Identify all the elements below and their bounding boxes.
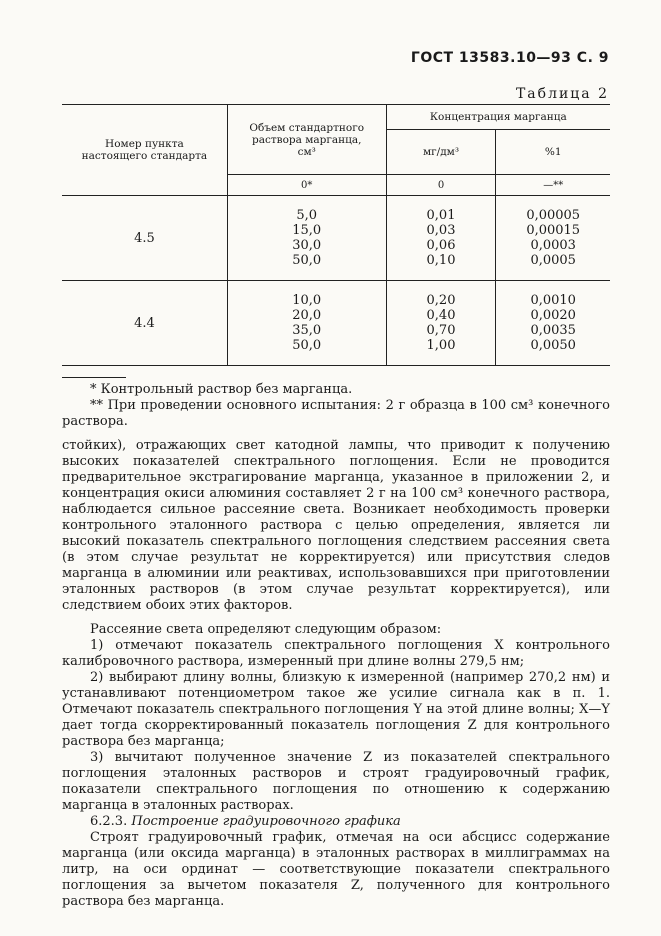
footnote-1: * Контрольный раствор без марганца.: [90, 382, 353, 397]
volume-value: 35,0: [292, 323, 322, 338]
subheader-percent: —**: [496, 175, 610, 196]
paragraph: 3) вычитают полученное значение Z из показателей спектрального поглощения эталонных растворов и строят градуировочный график, показатели спектрального поглощения по отношению к содержанию марганца в эталонных растворах.: [62, 750, 610, 813]
col-header-concentration: Концентрация марганца: [386, 105, 610, 130]
volume-value: 50,0: [292, 253, 322, 268]
paragraph: 2) выбирают длину волны, близкую к измеренной (например 270,2 нм) и устанавливают потенциометром такое же усилие сигнала как в п. 1. Отмечают показатель спектрального поглощения Y на этой длине волны; X—Y дает тогда скорректированный показатель поглощения Z для контрольного раствора без марганца;: [62, 670, 610, 749]
percent-value: 0,0020: [530, 308, 576, 323]
volume-value: 30,0: [292, 238, 322, 253]
table-row: [62, 281, 610, 366]
volume-value: 5,0: [296, 208, 318, 223]
section-number: 6.2.3.: [90, 814, 128, 829]
row-label: 4.5: [62, 196, 227, 281]
percent-value: 0,0003: [530, 238, 576, 253]
mg-value: 0,03: [426, 223, 456, 238]
percent-value: 0,0035: [530, 323, 576, 338]
percent-cell: [496, 281, 610, 366]
section-heading: [62, 814, 610, 830]
footnote-2: ** При проведении основного испытания: 2 г образца в 100 см³ конечного раствора.: [62, 398, 610, 429]
table-caption: Таблица 2: [515, 86, 609, 102]
col-header-point: Номер пункта настоящего стандарта: [62, 105, 227, 196]
paragraph: Строят градуировочный график, отмечая на оси абсцисс содержание марганца (или оксида марганца) в эталонных растворах в миллиграммах на литр, на оси ординат — соответствующие показатели спектрального поглощения за вычетом показателя Z, полученного для контрольного раствора без марганца.: [62, 830, 610, 909]
page-header: ГОСТ 13583.10—93 С. 9: [410, 50, 609, 66]
volume-value: 15,0: [292, 223, 322, 238]
mg-cell: [386, 196, 496, 281]
percent-value: 0,0050: [530, 338, 576, 353]
volume-cell: [227, 196, 386, 281]
data-table: [62, 104, 610, 366]
col-header-volume: Объем стандартного раствора марганца, см³: [227, 105, 386, 175]
mg-value: 0,01: [426, 208, 456, 223]
volume-value: 20,0: [292, 308, 322, 323]
footnotes: [62, 382, 610, 430]
subheader-mg: 0: [386, 175, 496, 196]
col-header-percent: %1: [496, 130, 610, 175]
mg-value: 0,20: [426, 293, 456, 308]
row-label: 4.4: [62, 281, 227, 366]
percent-value: 0,00005: [526, 208, 581, 223]
footnote-rule: [62, 377, 126, 378]
mg-cell: [386, 281, 496, 366]
table-row: [62, 196, 610, 281]
section-title: Построение градуировочного графика: [131, 814, 401, 829]
paragraph: Рассеяние света определяют следующим образом:: [90, 622, 442, 637]
mg-value: 0,06: [426, 238, 456, 253]
mg-value: 0,10: [426, 253, 456, 268]
percent-value: 0,0010: [530, 293, 576, 308]
percent-value: 0,00015: [526, 223, 581, 238]
paragraph: 1) отмечают показатель спектрального поглощения X контрольного калибровочного раствора, измеренный при длине волны 279,5 нм;: [62, 638, 610, 669]
volume-value: 10,0: [292, 293, 322, 308]
mg-value: 1,00: [426, 338, 456, 353]
paragraph: стойких), отражающих свет катодной лампы, что приводит к получению высоких показателей спектрального поглощения. Если не проводится предварительное экстрагирование марганца, указанное в приложении 2, и концентрация окиси алюминия составляет 2 г на 100 см³ конечного раствора, наблюдается сильное рассеяние света. Возникает необходимость проверки контрольного эталонного раствора с целью определения, является ли высокий показатель спектрального поглощения следствием рассеяния света (в этом случае результат не корректируется) или присутствия следов марганца в алюминии или реактивах, использовавшихся при приготовлении эталонных растворов (в этом случае результат корректируется), или следствием обоих этих факторов.: [62, 438, 610, 613]
col-header-mg: мг/дм³: [386, 130, 496, 175]
volume-value: 50,0: [292, 338, 322, 353]
percent-cell: [496, 196, 610, 281]
mg-value: 0,70: [426, 323, 456, 338]
subheader-volume: 0*: [227, 175, 386, 196]
volume-cell: [227, 281, 386, 366]
body-text: [62, 438, 610, 910]
percent-value: 0,0005: [530, 253, 576, 268]
mg-value: 0,40: [426, 308, 456, 323]
